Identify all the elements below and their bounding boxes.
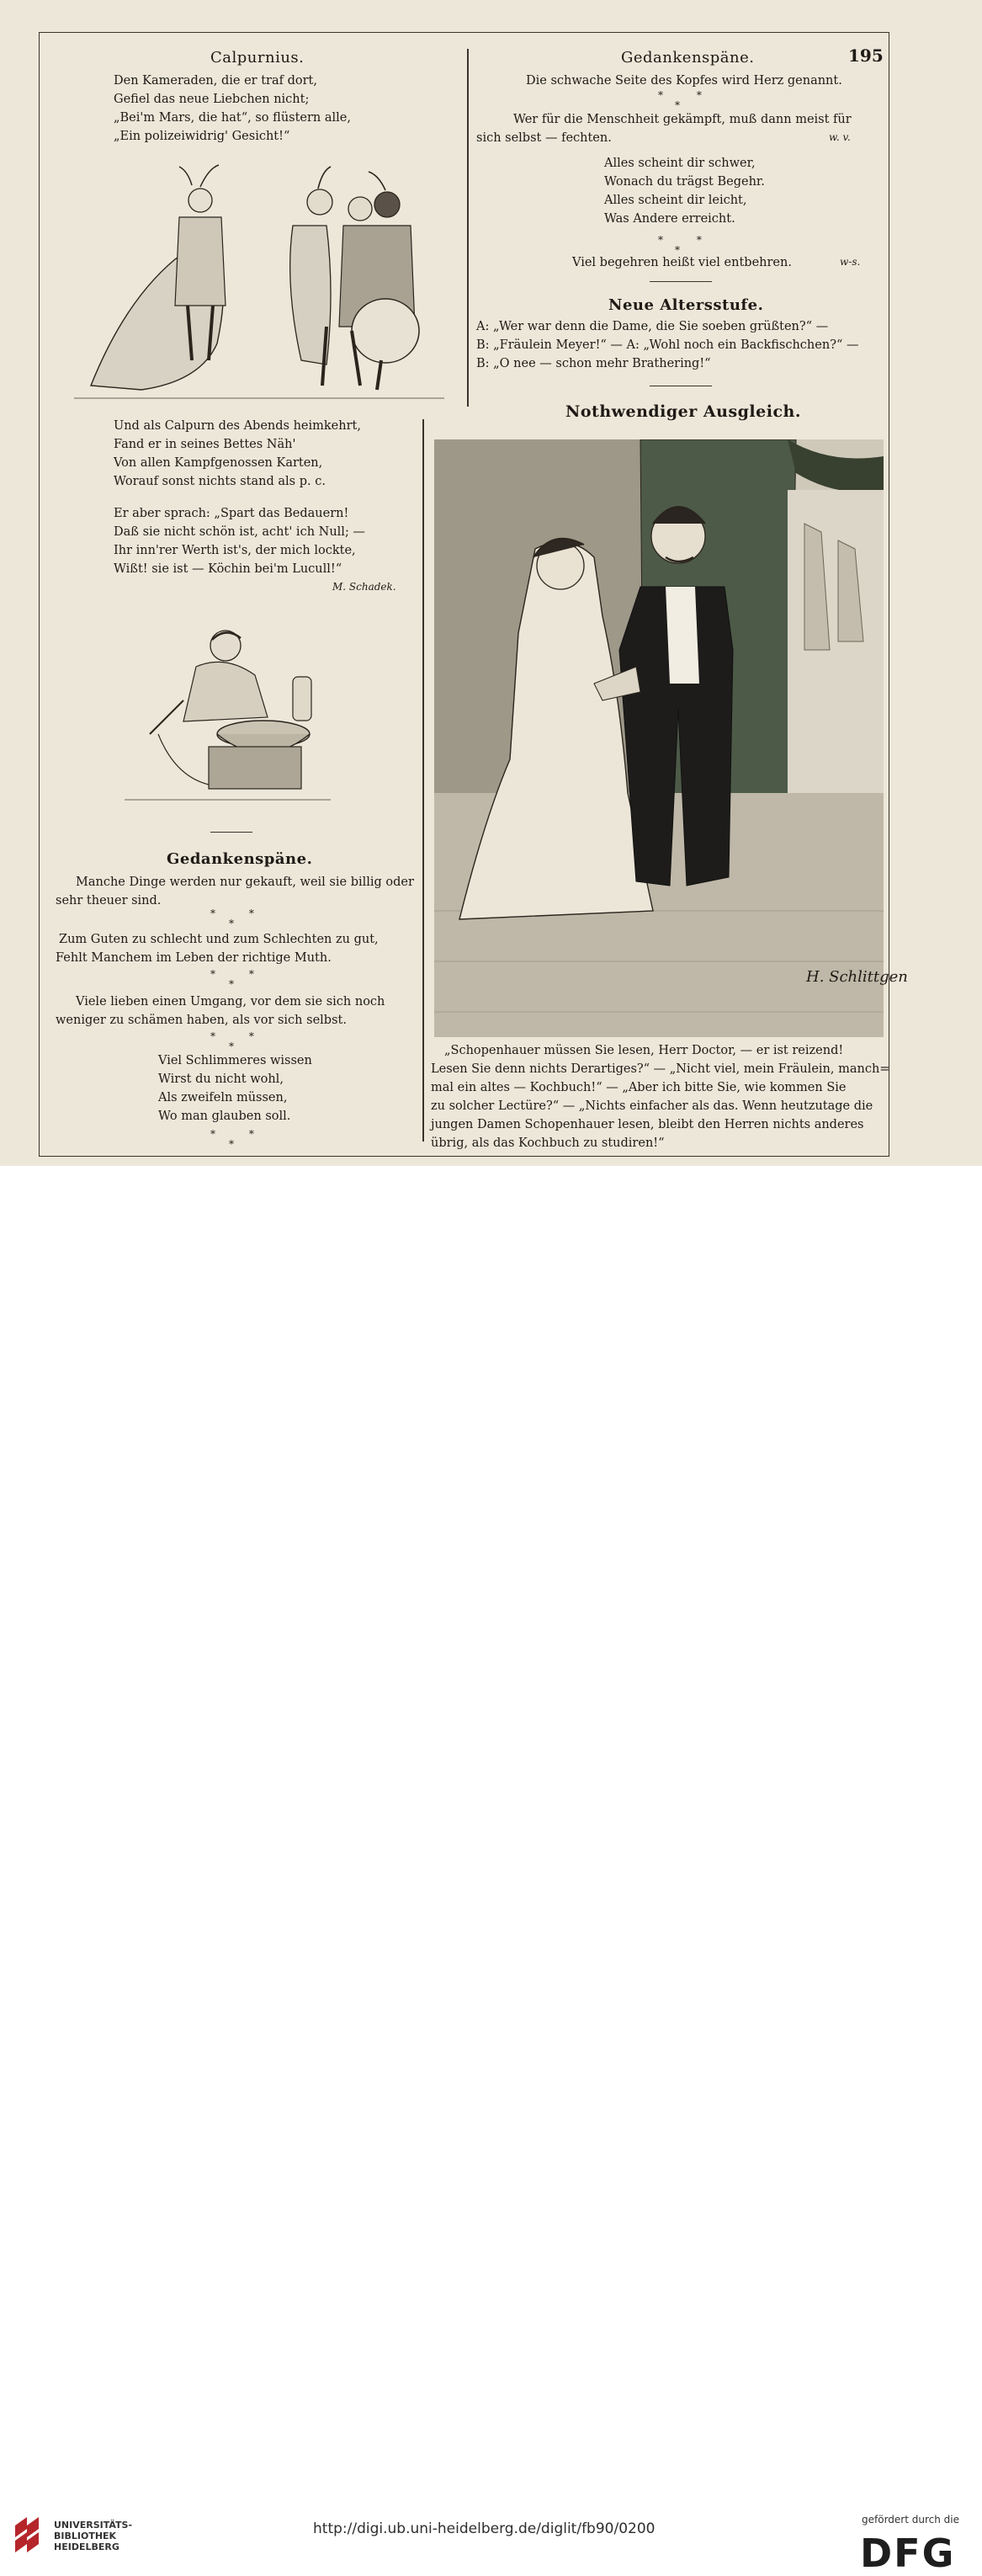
signature-wv: w. v. [829,131,851,143]
funded-by-label: gefördert durch die [862,2514,959,2525]
verse-line: Alles scheint dir leicht, [604,194,747,207]
scanned-page [0,0,982,1166]
aphorism-line: Viel begehren heißt viel entbehren. [572,256,792,269]
dialog-line: B: „Fräulein Meyer!“ — A: „Wohl noch ein Backfischchen?“ — [476,338,859,352]
verse-line: Wirst du nicht wohl, [158,1072,284,1086]
star-separator: * * [210,968,269,980]
verse-line: Wißt! sie ist — Köchin bei'm Lucull!“ [114,562,342,576]
aphorism-line: sich selbst — fechten. [476,131,612,145]
verse-line: „Ein polizeiwidrig' Gesicht!“ [114,130,290,143]
caption-line: jungen Damen Schopenhauer lesen, bleibt den Herren nichts anderes [431,1118,864,1131]
verse-line: Worauf sonst nichts stand als p. c. [114,475,326,488]
aphorism-line: weniger zu schämen haben, als vor sich selbst. [56,1014,347,1027]
star-separator: * * [210,1128,269,1140]
verse-line: Daß sie nicht schön ist, acht' ich Null; — [114,525,365,539]
caption-line: Lesen Sie denn nichts Derartiges?“ — „Nicht viel, mein Fräulein, manch= [431,1062,890,1076]
divider [210,832,252,833]
gedankenspaene-title-right: Gedankenspäne. [621,49,755,67]
verse-line: Wonach du trägst Begehr. [604,175,765,189]
star-separator: * [229,1138,234,1150]
dialog-line: B: „O nee — schon mehr Brathering!“ [476,357,711,370]
dialog-line: A: „Wer war denn die Dame, die Sie soeben grüßten?“ — [476,320,829,333]
star-separator: * * [658,89,717,101]
star-separator: * [675,99,680,111]
library-name-line: HEIDELBERG [54,2541,119,2552]
signature-ws: w-s. [840,256,861,268]
calpurnius-title: Calpurnius. [210,49,305,67]
verse-line: Wo man glauben soll. [158,1110,291,1123]
column-divider-top [467,49,469,407]
aphorism-line: Die schwache Seite des Kopfes wird Herz genannt. [526,74,842,88]
verse-line: Er aber sprach: „Spart das Bedauern! [114,507,349,520]
caption-line: zu solcher Lectüre?“ — „Nichts einfacher als das. Wenn heutzutage die [431,1099,873,1113]
aphorism-line: Wer für die Menschheit gekämpft, muß dann meist für [513,113,852,126]
divider [650,281,712,282]
library-name-line: UNIVERSITÄTS- [54,2520,133,2531]
caption-line: übrig, als das Kochbuch zu studiren!“ [431,1136,665,1150]
page-number: 195 [848,45,884,66]
illustration-roman-soldiers [74,158,444,402]
verse-line: Was Andere erreicht. [604,212,735,226]
nothwendiger-ausgleich-title: Nothwendiger Ausgleich. [565,402,801,421]
star-separator: * * [658,234,717,246]
aphorism-line: Manche Dinge werden nur gekauft, weil sie billig oder [76,876,414,889]
artist-signature: H. Schlittgen [806,968,908,986]
column-divider-bottom [422,419,424,1142]
illustration-cook [125,608,331,806]
verse-line: Den Kameraden, die er traf dort, [114,74,317,88]
caption-line: „Schopenhauer müssen Sie lesen, Herr Doctor, — er ist reizend! [444,1044,844,1057]
library-logo-icon [12,2514,45,2552]
dfg-logo: DFG [860,2531,956,2576]
gedankenspaene-title-left: Gedankenspäne. [167,850,313,868]
verse-line: Und als Calpurn des Abends heimkehrt, [114,419,361,433]
star-separator: * [229,978,234,990]
verse-line: Von allen Kampfgenossen Karten, [114,456,323,470]
verse-line: „Bei'm Mars, die hat“, so flüstern alle, [114,111,351,125]
signature-schadek: M. Schadek. [332,581,396,593]
verse-line: Alles scheint dir schwer, [604,157,756,170]
caption-line: mal ein altes — Kochbuch!“ — „Aber ich bitte Sie, wie kommen Sie [431,1081,847,1094]
library-name-line: BIBLIOTHEK [54,2531,117,2541]
aphorism-line: Viele lieben einen Umgang, vor dem sie sich noch [76,995,385,1009]
viewer-footer [0,1254,982,2576]
permalink-url[interactable]: http://digi.ub.uni-heidelberg.de/diglit/fb90/0200 [313,2520,656,2537]
verse-line: Fand er in seines Bettes Näh' [114,438,296,451]
aphorism-line: Fehlt Manchem im Leben der richtige Muth. [56,951,332,965]
star-separator: * * [210,1030,269,1042]
aphorism-line: sehr theuer sind. [56,894,162,907]
star-separator: * [229,918,234,929]
star-separator: * [675,244,680,256]
verse-line: Ihr inn'rer Werth ist's, der mich lockte, [114,544,356,557]
verse-line: Gefiel das neue Liebchen nicht; [114,93,310,106]
verse-line: Als zweifeln müssen, [158,1091,288,1104]
verse-line: Viel Schlimmeres wissen [158,1054,312,1067]
star-separator: * [229,1041,234,1052]
aphorism-line: Zum Guten zu schlecht und zum Schlechten zu gut, [59,933,379,946]
illustration-ballroom-couple [434,439,884,1037]
star-separator: * * [210,907,269,919]
neue-altersstufe-title: Neue Altersstufe. [608,296,764,314]
